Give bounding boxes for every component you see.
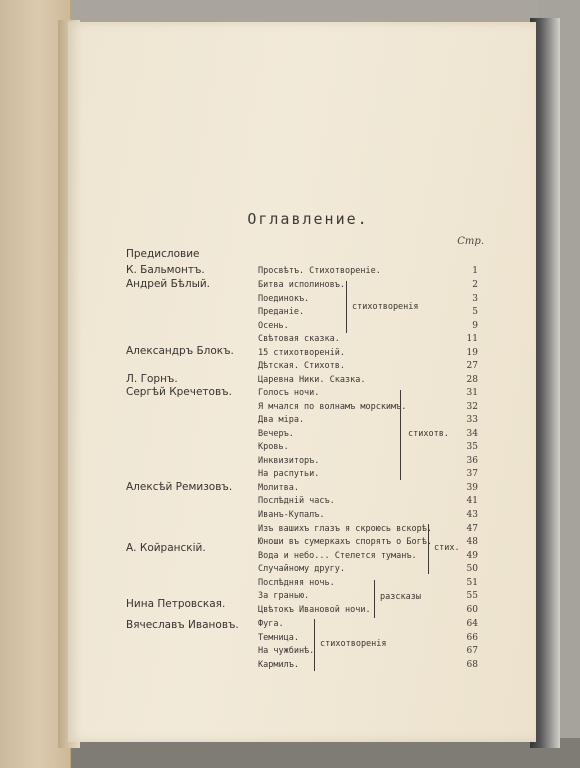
work-title: 15 стихотвореній. <box>258 348 345 358</box>
page-number: 9 <box>472 321 478 331</box>
page-number: 34 <box>466 429 478 439</box>
page-number: 37 <box>466 469 478 479</box>
page-number: 28 <box>466 375 478 385</box>
work-title: Голосъ ночи. <box>258 388 320 398</box>
work-title: Поединокъ. <box>258 294 310 304</box>
author-name: Андрей Бѣлый. <box>126 278 211 290</box>
work-title: Вечеръ. <box>258 429 294 439</box>
page-number: 66 <box>466 633 478 643</box>
group-label: стихотв. <box>408 429 449 439</box>
author-name: Алексѣй Ремизовъ. <box>126 481 233 493</box>
page-number: 35 <box>466 442 478 452</box>
page-number: 48 <box>466 537 478 547</box>
group-brace <box>428 524 429 574</box>
page-number: 64 <box>466 619 478 629</box>
work-title: Молитва. <box>258 483 299 493</box>
backdrop-bottom <box>0 738 580 768</box>
work-title: Послѣдній часъ. <box>258 496 335 506</box>
page-number: 49 <box>466 551 478 561</box>
work-title: Преданіе. <box>258 307 305 317</box>
group-brace <box>346 281 347 333</box>
page-number: 19 <box>466 348 478 358</box>
page-number: 43 <box>466 510 478 520</box>
page-number: 68 <box>466 660 478 670</box>
page-number: 33 <box>466 415 478 425</box>
table-of-contents-page <box>68 22 536 742</box>
page-title: Оглавление. <box>247 210 369 228</box>
work-title: Кровь. <box>258 442 289 452</box>
work-title: Изъ вашихъ глазъ я скроюсь вскорѣ. <box>258 524 432 534</box>
work-title: Дѣтская. Стихотв. <box>258 361 345 371</box>
work-title: Просвѣтъ. Стихотвореніе. <box>258 266 381 276</box>
work-title: Вода и небо... Стелется туманъ. <box>258 551 417 561</box>
page-column-header: Стр. <box>457 236 484 247</box>
work-title: Послѣдняя ночь. <box>258 578 335 588</box>
work-title: На распутьи. <box>258 469 320 479</box>
page-number: 51 <box>466 578 478 588</box>
page-number: 39 <box>466 483 478 493</box>
work-title: Царевна Ники. Сказка. <box>258 375 366 385</box>
author-name: Сергѣй Кречетовъ. <box>126 386 232 398</box>
author-name: К. Бальмонтъ. <box>126 264 205 276</box>
page-number: 41 <box>466 496 478 506</box>
work-title: Цвѣтокъ Ивановой ночи. <box>258 605 371 615</box>
page-number: 32 <box>466 402 478 412</box>
page-number: 5 <box>472 307 478 317</box>
page-number: 1 <box>472 266 478 276</box>
work-title: На чужбинѣ. <box>258 646 315 656</box>
work-title: Иванъ-Купалъ. <box>258 510 325 520</box>
page-number: 36 <box>466 456 478 466</box>
work-title: Свѣтовая сказка. <box>258 334 340 344</box>
group-label: стих. <box>434 543 460 553</box>
work-title: Я мчался по волнамъ морскимъ. <box>258 402 407 412</box>
group-brace <box>400 390 401 480</box>
page-number: 31 <box>466 388 478 398</box>
work-title: За гранью. <box>258 591 310 601</box>
work-title: Битва исполиновъ. <box>258 280 345 290</box>
author-name: Нина Петровская. <box>126 598 226 610</box>
work-title: Кармилъ. <box>258 660 299 670</box>
page-number: 50 <box>466 564 478 574</box>
page-number: 27 <box>466 361 478 371</box>
page-number: 11 <box>466 334 478 344</box>
page-number: 55 <box>466 591 478 601</box>
author-name: А. Койранскій. <box>126 542 206 554</box>
group-label: стихотворенія <box>320 639 387 649</box>
author-name: Л. Горнъ. <box>126 373 178 385</box>
page-number: 60 <box>466 605 478 615</box>
page-number: 47 <box>466 524 478 534</box>
work-title: Инквизиторъ. <box>258 456 320 466</box>
work-title: Осень. <box>258 321 289 331</box>
group-brace <box>314 619 315 671</box>
work-title: Случайному другу. <box>258 564 345 574</box>
work-title: Темница. <box>258 633 299 643</box>
group-label: стихотворенія <box>352 302 419 312</box>
group-brace <box>374 580 375 618</box>
author-name: Вячеславъ Ивановъ. <box>126 619 239 631</box>
work-title: Фуга. <box>258 619 284 629</box>
page-number: 2 <box>472 280 478 290</box>
work-title: Юноши въ сумеркахъ спорятъ о Богѣ. <box>258 537 432 547</box>
work-title: Два міра. <box>258 415 305 425</box>
author-name: Александръ Блокъ. <box>126 345 234 357</box>
page-number: 67 <box>466 646 478 656</box>
preface-line: Предисловие <box>126 248 200 260</box>
page-number: 3 <box>472 294 478 304</box>
group-label: разсказы <box>380 592 421 602</box>
